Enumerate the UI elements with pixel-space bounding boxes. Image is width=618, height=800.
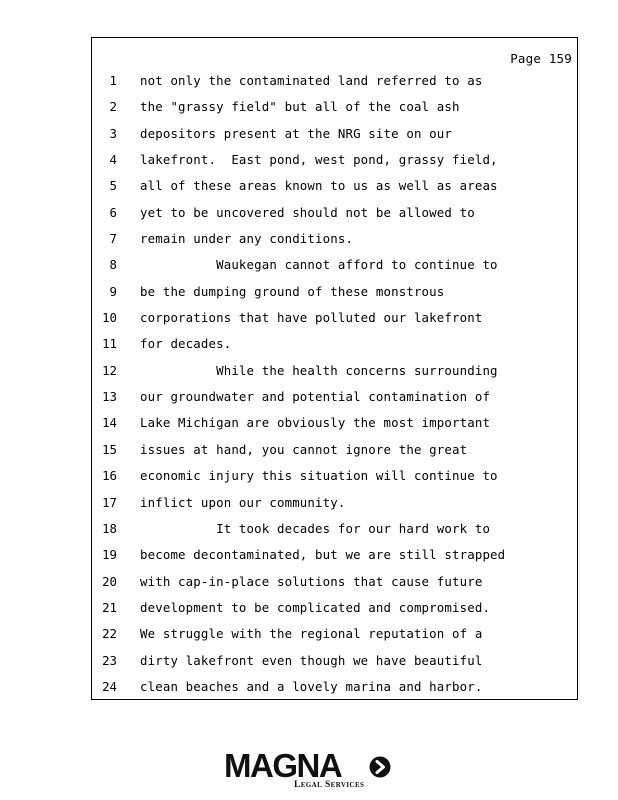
magna-logo: [224, 748, 396, 792]
line-text: inflict upon our community.: [140, 494, 346, 510]
transcript-line: [92, 516, 577, 542]
line-number: 22: [102, 626, 117, 642]
line-number: 11: [102, 336, 117, 352]
line-number: 6: [109, 204, 117, 220]
line-text: be the dumping ground of these monstrous: [140, 283, 445, 299]
line-number: 23: [102, 652, 117, 668]
line-number: 5: [109, 178, 117, 194]
line-text: economic injury this situation will continue to: [140, 468, 498, 484]
transcript-line: [92, 437, 577, 463]
line-text: While the health concerns surrounding: [140, 362, 498, 378]
line-number: 17: [102, 494, 117, 510]
transcript-line: [92, 305, 577, 331]
line-text: development to be complicated and compromised.: [140, 599, 491, 615]
line-number: 19: [102, 547, 117, 563]
transcript-line: [92, 252, 577, 278]
transcript-lines: [92, 68, 577, 700]
line-text: the "grassy field" but all of the coal ash: [140, 99, 460, 115]
line-text: corporations that have polluted our lakefront: [140, 310, 483, 326]
transcript-line: [92, 173, 577, 199]
transcript-line: [92, 200, 577, 226]
line-text: Lake Michigan are obviously the most important: [140, 415, 491, 431]
line-text: We struggle with the regional reputation of a: [140, 626, 483, 642]
transcript-line: [92, 621, 577, 647]
line-number: 14: [102, 415, 117, 431]
line-number: 10: [102, 310, 117, 326]
page-number: Page 159: [510, 51, 572, 66]
transcript-line: [92, 490, 577, 516]
line-number: 21: [102, 599, 117, 615]
transcript-line: [92, 358, 577, 384]
transcript-page: [91, 37, 578, 700]
transcript-line: [92, 94, 577, 120]
transcript-line: [92, 331, 577, 357]
line-number: 13: [102, 389, 117, 405]
line-text: clean beaches and a lovely marina and harbor.: [140, 678, 483, 694]
transcript-line: [92, 279, 577, 305]
logo-brand: MAGNA: [224, 747, 342, 784]
line-number: 18: [102, 520, 117, 536]
line-number: 9: [109, 283, 117, 299]
transcript-line: [92, 226, 577, 252]
line-text: our groundwater and potential contamination of: [140, 389, 491, 405]
line-text: yet to be uncovered should not be allowed to: [140, 204, 475, 220]
line-number: 1: [109, 73, 117, 88]
transcript-line: [92, 674, 577, 700]
line-number: 12: [102, 362, 117, 378]
transcript-line: [92, 542, 577, 568]
line-text: dirty lakefront even though we have beautiful: [140, 652, 483, 668]
logo-subtitle: Legal Services: [294, 780, 365, 790]
line-number: 20: [102, 573, 117, 589]
line-text: Waukegan cannot afford to continue to: [140, 257, 498, 273]
line-number: 4: [109, 152, 117, 168]
transcript-line: [92, 463, 577, 489]
line-text: for decades.: [140, 336, 232, 352]
line-text: remain under any conditions.: [140, 231, 354, 247]
line-number: 7: [109, 231, 117, 247]
chevron-right-circle-icon: [369, 756, 391, 778]
transcript-line: [92, 121, 577, 147]
line-number: 15: [102, 441, 117, 457]
line-number: 24: [102, 678, 117, 694]
line-text: with cap-in-place solutions that cause future: [140, 573, 483, 589]
line-text: lakefront. East pond, west pond, grassy field,: [140, 152, 498, 168]
transcript-line: [92, 68, 577, 94]
transcript-line: [92, 569, 577, 595]
line-text: all of these areas known to us as well as areas: [140, 178, 498, 194]
line-text: issues at hand, you cannot ignore the great: [140, 441, 468, 457]
line-text: depositors present at the NRG site on our: [140, 125, 453, 141]
transcript-line: [92, 384, 577, 410]
transcript-line: [92, 648, 577, 674]
line-number: 8: [109, 257, 117, 273]
transcript-line: [92, 410, 577, 436]
line-number: 3: [109, 125, 117, 141]
line-number: 2: [109, 99, 117, 115]
line-text: become decontaminated, but we are still strapped: [140, 547, 506, 563]
transcript-line: [92, 147, 577, 173]
line-text: It took decades for our hard work to: [140, 520, 491, 536]
transcript-line: [92, 595, 577, 621]
line-number: 16: [102, 468, 117, 484]
line-text: not only the contaminated land referred to as: [140, 73, 483, 88]
